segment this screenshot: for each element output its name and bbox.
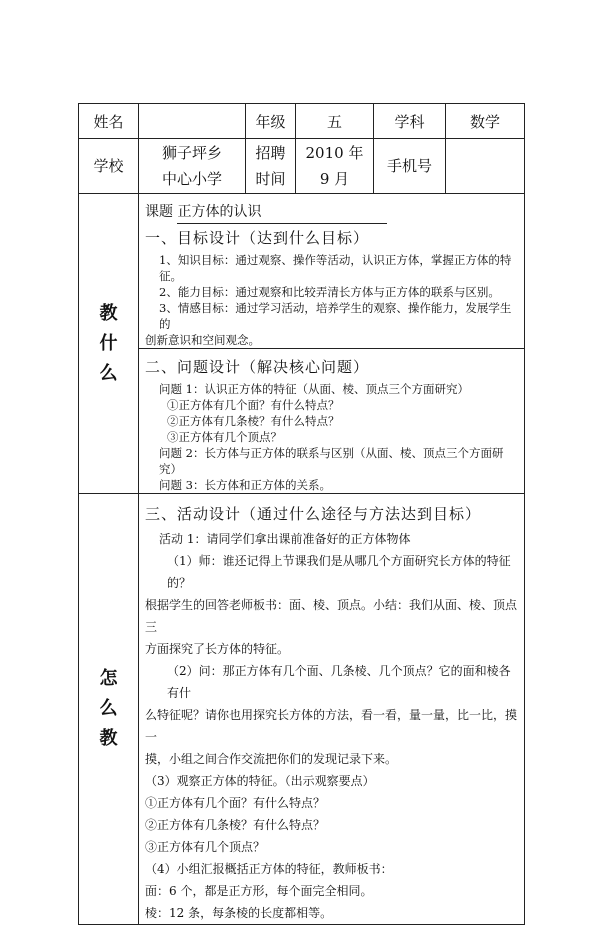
- side-char: 么: [99, 362, 118, 384]
- para1-line: 方面探究了长方体的特征。: [145, 642, 290, 656]
- hire-value-line2: 9 月: [319, 170, 350, 188]
- goals-heading: 一、目标设计（达到什么目标）: [145, 229, 370, 247]
- question-item: ③正方体有几个顶点？: [145, 840, 266, 854]
- side-char: 怎: [99, 668, 118, 689]
- activity-heading: 三、活动设计（通过什么途径与方法达到目标）: [145, 505, 482, 523]
- face-feature: 面：6 个，都是正方形，每个面完全相同。: [145, 884, 373, 898]
- teach-what-row-goals: [79, 194, 525, 349]
- problem-item: 问题 2：长方体与正方体的联系与区别（从面、棱、顶点三个方面研究）: [159, 446, 504, 476]
- activity-intro: 活动 1：请同学们拿出课前准备好的正方体物体: [159, 532, 411, 546]
- goal-item: 3、情感目标：通过学习活动，培养学生的观察、操作能力，发展学生的: [159, 301, 512, 331]
- problem-item: ①正方体有几个面？有什么特点？: [167, 398, 340, 412]
- problems-heading: 二、问题设计（解决核心问题）: [145, 358, 370, 376]
- problem-item: ③正方体有几个顶点？: [167, 430, 282, 444]
- teach-what-row-problems: [79, 349, 525, 494]
- topic-line: [145, 201, 518, 224]
- school-label: 学校: [79, 139, 139, 194]
- teach-what-side: [79, 194, 139, 494]
- question-item: ①正方体有几个面？有什么特点？: [145, 796, 326, 810]
- problem-item: ②正方体有几条棱？有什么特点？: [167, 414, 340, 428]
- topic-value: 正方体的认识: [177, 201, 387, 224]
- teach-how-row: [79, 494, 525, 925]
- para2-line: 摸，小组之间合作交流把你们的发现记录下来。: [145, 752, 398, 766]
- hire-label-line1: 招聘: [255, 144, 286, 162]
- hire-label-line2: 时间: [255, 170, 286, 188]
- school-value-line2: 中心小学: [161, 170, 222, 188]
- para2-line: （2）问：那正方体有几个面、几条棱、几个顶点？它的面和棱各有什: [167, 664, 511, 700]
- school-value-line1: 狮子坪乡: [161, 144, 222, 162]
- para4-line: （4）小组汇报概括正方体的特征，教师板书：: [145, 862, 393, 876]
- goal-item: 创新意识和空间观念。: [145, 333, 260, 347]
- para2-line: 么特征呢？请你也用探究长方体的方法，看一看，量一量，比一比，摸一: [145, 708, 518, 744]
- grade-label: 年级: [246, 104, 296, 139]
- subject-value: 数学: [446, 104, 525, 139]
- name-value: [139, 104, 246, 139]
- hire-value: [296, 139, 374, 194]
- lesson-plan-table: [78, 103, 525, 925]
- side-char: 教: [99, 728, 118, 749]
- hire-value-line1: 2010 年: [305, 144, 364, 162]
- topic-label: 课题: [145, 204, 173, 220]
- school-value: [139, 139, 246, 194]
- header-row-2: [79, 139, 525, 194]
- activity-block: [139, 494, 525, 925]
- side-char: 么: [99, 698, 118, 719]
- para3-line: （3）观察正方体的特征。（出示观察要点）: [145, 774, 375, 788]
- header-row-1: [79, 104, 525, 139]
- problems-block: [139, 349, 525, 494]
- grade-value: 五: [296, 104, 374, 139]
- lesson-plan-sheet: [78, 103, 524, 920]
- hire-label: [246, 139, 296, 194]
- para1-line: （1）师：谁还记得上节课我们是从哪几个方面研究长方体的特征的？: [167, 554, 511, 590]
- question-item: ②正方体有几条棱？有什么特点？: [145, 818, 326, 832]
- goal-item: 1、知识目标：通过观察、操作等活动，认识正方体，掌握正方体的特征。: [159, 253, 512, 283]
- problem-item: 问题 1：认识正方体的特征（从面、棱、顶点三个方面研究）: [159, 382, 469, 396]
- side-char: 什: [99, 332, 118, 354]
- phone-label: 手机号: [374, 139, 446, 194]
- teach-how-side: [79, 494, 139, 925]
- name-label: 姓名: [79, 104, 139, 139]
- goal-item: 2、能力目标：通过观察和比较弄清长方体与正方体的联系与区别。: [159, 285, 500, 299]
- phone-value: [446, 139, 525, 194]
- problem-item: 问题 3：长方体和正方体的关系。: [159, 478, 331, 492]
- para1-line: 根据学生的回答老师板书：面、棱、顶点。小结：我们从面、棱、顶点三: [145, 598, 518, 634]
- side-char: 教: [99, 302, 118, 324]
- subject-label: 学科: [374, 104, 446, 139]
- edge-feature: 棱：12 条，每条棱的长度都相等。: [145, 906, 333, 920]
- goals-block: [139, 194, 525, 349]
